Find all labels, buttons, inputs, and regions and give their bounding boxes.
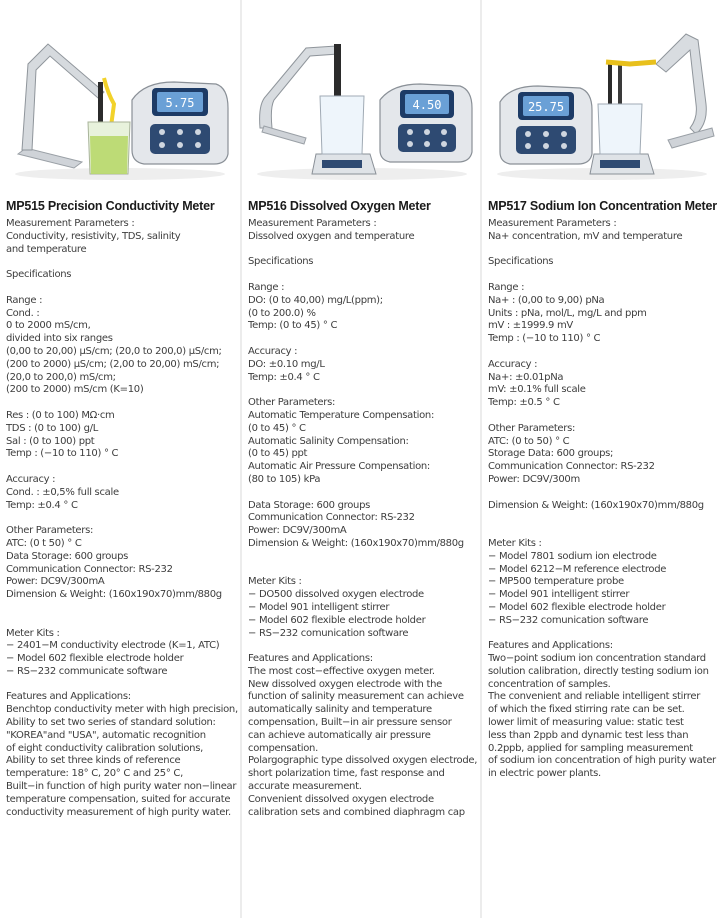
spacer bbox=[248, 564, 478, 577]
description-line: concentration of samples. bbox=[488, 678, 611, 690]
description-line: (0,00 to 20,00) μS/cm; (20,0 to 200,0) μS/cm; bbox=[6, 345, 222, 357]
spacer bbox=[6, 512, 238, 525]
product-column-mp517 bbox=[482, 0, 720, 918]
description-line: Dimension & Weight: (160x190x70)mm/880g bbox=[488, 499, 704, 511]
product-description bbox=[248, 218, 478, 819]
description-line: − Model 602 flexible electrode holder bbox=[488, 601, 666, 613]
description-line: Ability to set three kinds of reference bbox=[6, 755, 181, 767]
dissolved-oxygen-meter-photo bbox=[246, 4, 478, 184]
description-line: calibration sets and combined diaphragm cap bbox=[248, 806, 465, 818]
description-line: − Model 901 intelligent stirrer bbox=[248, 601, 390, 613]
description-line: Temp : (−10 to 110) ° C bbox=[488, 333, 601, 345]
description-line: Automatic Temperature Compensation: bbox=[248, 409, 435, 421]
description-line: Accuracy : bbox=[6, 473, 56, 485]
description-line: Accuracy : bbox=[248, 345, 298, 357]
description-line: Data Storage: 600 groups bbox=[248, 499, 371, 511]
product-title: MP517 Sodium Ion Concentration Meter bbox=[488, 199, 717, 213]
description-line: Power: DC9V/300mA bbox=[6, 576, 105, 588]
spacer bbox=[488, 628, 718, 641]
spacer bbox=[6, 461, 238, 474]
spacer bbox=[248, 487, 478, 500]
spacer bbox=[248, 269, 478, 282]
description-line: Ability to set two series of standard solution: bbox=[6, 717, 216, 729]
description-line: DO: ±0.10 mg/L bbox=[248, 358, 325, 370]
description-line: accurate measurement. bbox=[248, 781, 362, 793]
description-line: Cond. : ±0,5% full scale bbox=[6, 486, 119, 498]
description-line: − MP500 temperature probe bbox=[488, 576, 624, 588]
description-line: of sodium ion concentration of high purity water bbox=[488, 755, 716, 767]
description-line: Dimension & Weight: (160x190x70)mm/880g bbox=[6, 589, 222, 601]
description-line: Temp: ±0.5 ° C bbox=[488, 397, 560, 409]
product-title: MP516 Dissolved Oxygen Meter bbox=[248, 199, 431, 213]
description-line: Two−point sodium ion concentration standard bbox=[488, 653, 706, 665]
description-line: can achieve automatically air pressure bbox=[248, 729, 431, 741]
description-line: in electric power plants. bbox=[488, 768, 601, 780]
description-line: Sal : (0 to 100) ppt bbox=[6, 435, 95, 447]
description-line: temperature: 18° C, 20° C and 25° C, bbox=[6, 768, 183, 780]
description-line: Temp: (0 to 45) ° C bbox=[248, 320, 338, 332]
sodium-ion-meter-photo bbox=[486, 4, 718, 184]
description-line: and temperature bbox=[6, 243, 87, 255]
description-line: divided into six ranges bbox=[6, 333, 113, 345]
description-line: TDS : (0 to 100) g/L bbox=[6, 422, 98, 434]
description-line: Communication Connector: RS-232 bbox=[6, 563, 173, 575]
description-line: Communication Connector: RS-232 bbox=[248, 512, 415, 524]
description-line: Temp: ±0.4 ° C bbox=[6, 499, 78, 511]
meter-display-reading: 25.75 bbox=[527, 100, 565, 114]
description-line: Power: DC9V/300m bbox=[488, 473, 580, 485]
description-line: − RS−232 comunication software bbox=[488, 614, 649, 626]
description-line: of eight conductivity calibration solutions, bbox=[6, 742, 203, 754]
description-line: Cond. : bbox=[6, 307, 40, 319]
description-line: Features and Applications: bbox=[248, 653, 373, 665]
product-column-mp515 bbox=[0, 0, 240, 918]
description-line: Measurement Parameters : bbox=[248, 218, 377, 229]
description-line: Automatic Salinity Compensation: bbox=[248, 435, 409, 447]
description-line: compensation. bbox=[248, 742, 318, 754]
description-line: The convenient and reliable intelligent stirrer bbox=[488, 691, 701, 703]
spacer bbox=[488, 244, 718, 257]
spacer bbox=[248, 333, 478, 346]
description-line: − Model 602 flexible electrode holder bbox=[6, 653, 184, 665]
description-line: of which the fixed stirring rate can be set. bbox=[488, 704, 685, 716]
description-line: (0 to 45) ppt bbox=[248, 448, 308, 460]
description-line: Accuracy : bbox=[488, 358, 538, 370]
meter-display-reading: 5.75 bbox=[165, 96, 195, 110]
description-line: − RS−232 comunication software bbox=[248, 627, 409, 639]
description-line: Res : (0 to 100) MΩ·cm bbox=[6, 409, 115, 421]
description-line: mV : ±1999.9 mV bbox=[488, 320, 573, 332]
description-line: Conductivity, resistivity, TDS, salinity bbox=[6, 230, 181, 242]
description-line: Range : bbox=[6, 294, 43, 306]
spacer bbox=[6, 615, 238, 628]
description-line: Features and Applications: bbox=[488, 640, 613, 652]
description-line: − Model 6212−M reference electrode bbox=[488, 563, 667, 575]
description-line: Communication Connector: RS-232 bbox=[488, 461, 655, 473]
description-line: − Model 7801 sodium ion electrode bbox=[488, 550, 657, 562]
product-column-mp516 bbox=[242, 0, 480, 918]
description-line: Automatic Air Pressure Compensation: bbox=[248, 461, 430, 473]
description-line: Dissolved oxygen and temperature bbox=[248, 230, 415, 242]
description-line: (200 to 2000) μS/cm; (2,00 to 20,00) mS/cm; bbox=[6, 358, 220, 370]
description-line: Features and Applications: bbox=[6, 691, 131, 703]
description-line: Temp : (−10 to 110) ° C bbox=[6, 448, 119, 460]
description-line: Range : bbox=[248, 281, 285, 293]
description-line: solution calibration, directly testing sodium ion bbox=[488, 665, 709, 677]
description-line: Benchtop conductivity meter with high precision, bbox=[6, 704, 238, 716]
description-line: − Model 602 flexible electrode holder bbox=[248, 614, 426, 626]
description-line: Specifications bbox=[248, 256, 314, 268]
description-line: − RS−232 communicate software bbox=[6, 665, 168, 677]
description-line: function of salinity measurement can achieve bbox=[248, 691, 464, 703]
description-line: Built−in function of high purity water non−linear bbox=[6, 781, 237, 793]
description-line: − DO500 dissolved oxygen electrode bbox=[248, 589, 424, 601]
description-line: (200 to 2000) mS/cm (K=10) bbox=[6, 384, 144, 396]
description-line: (0 to 45) ° C bbox=[248, 422, 306, 434]
spacer bbox=[488, 269, 718, 282]
spacer bbox=[6, 397, 238, 410]
product-title: MP515 Precision Conductivity Meter bbox=[6, 199, 215, 213]
description-line: ATC: (0 to 50) ° C bbox=[488, 435, 570, 447]
spacer bbox=[248, 244, 478, 257]
description-line: − Model 901 intelligent stirrer bbox=[488, 589, 630, 601]
description-line: The most cost−effective oxygen meter. bbox=[248, 665, 435, 677]
description-line: Power: DC9V/300mA bbox=[248, 525, 347, 537]
description-line: Meter Kits : bbox=[488, 537, 542, 549]
spacer bbox=[248, 384, 478, 397]
description-line: ATC: (0 t 50) ° C bbox=[6, 537, 82, 549]
description-line: Specifications bbox=[6, 269, 72, 281]
description-line: mV: ±0.1% full scale bbox=[488, 384, 586, 396]
description-line: Na+ concentration, mV and temperature bbox=[488, 230, 683, 242]
description-line: 0.2ppb, applied for sampling measurement bbox=[488, 742, 693, 754]
description-line: 0 to 2000 mS/cm, bbox=[6, 320, 91, 332]
description-line: − 2401−M conductivity electrode (K=1, ATC) bbox=[6, 640, 220, 652]
description-line: Polargographic type dissolved oxygen electrode, bbox=[248, 755, 478, 767]
description-line: Na+: ±0.01pNa bbox=[488, 371, 564, 383]
description-line: automatically salinity and temperature bbox=[248, 704, 432, 716]
description-line: temperature compensation, suited for accurate bbox=[6, 793, 231, 805]
meter-display-reading: 4.50 bbox=[412, 98, 442, 112]
description-line: Other Parameters: bbox=[6, 525, 94, 537]
description-line: Storage Data: 600 groups; bbox=[488, 448, 614, 460]
description-line: lower limit of measuring value: static test bbox=[488, 717, 684, 729]
description-line: Range : bbox=[488, 281, 525, 293]
spacer bbox=[488, 410, 718, 423]
description-line: Dimension & Weight: (160x190x70)mm/880g bbox=[248, 537, 464, 549]
description-line: Other Parameters: bbox=[488, 422, 576, 434]
description-line: New dissolved oxygen electrode with the bbox=[248, 678, 442, 690]
spacer bbox=[6, 602, 238, 615]
description-line: Specifications bbox=[488, 256, 554, 268]
spacer bbox=[488, 346, 718, 359]
description-line: Na+ : (0,00 to 9,00) pNa bbox=[488, 294, 605, 306]
description-line: Data Storage: 600 groups bbox=[6, 550, 129, 562]
product-description bbox=[6, 218, 238, 819]
description-line: (20,0 to 200,0) mS/cm; bbox=[6, 371, 116, 383]
description-line: less than 2ppb and dynamic test less than bbox=[488, 729, 689, 741]
spacer bbox=[248, 551, 478, 564]
description-line: short polarization time, fast response and bbox=[248, 768, 445, 780]
description-line: Meter Kits : bbox=[6, 627, 60, 639]
description-line: compensation, Built−in air pressure sensor bbox=[248, 717, 452, 729]
description-line: Meter Kits : bbox=[248, 576, 302, 588]
spacer bbox=[6, 679, 238, 692]
description-line: "KOREA"and "USA", automatic recognition bbox=[6, 729, 206, 741]
spacer bbox=[6, 256, 238, 269]
description-line: Temp: ±0.4 ° C bbox=[248, 371, 320, 383]
spacer bbox=[6, 282, 238, 295]
description-line: (0 to 200.0) % bbox=[248, 307, 316, 319]
product-description bbox=[488, 218, 718, 781]
spacer bbox=[488, 512, 718, 525]
spacer bbox=[488, 487, 718, 500]
description-line: (80 to 105) kPa bbox=[248, 473, 321, 485]
description-line: Convenient dissolved oxygen electrode bbox=[248, 793, 434, 805]
description-line: Measurement Parameters : bbox=[488, 218, 617, 229]
description-line: Units : pNa, mol/L, mg/L and ppm bbox=[488, 307, 647, 319]
description-line: Measurement Parameters : bbox=[6, 218, 135, 229]
description-line: Other Parameters: bbox=[248, 397, 336, 409]
description-line: conductivity measurement of high purity water. bbox=[6, 806, 231, 818]
spacer bbox=[248, 640, 478, 653]
spacer bbox=[488, 525, 718, 538]
conductivity-meter-photo bbox=[4, 4, 236, 184]
description-line: DO: (0 to 40,00) mg/L(ppm); bbox=[248, 294, 383, 306]
